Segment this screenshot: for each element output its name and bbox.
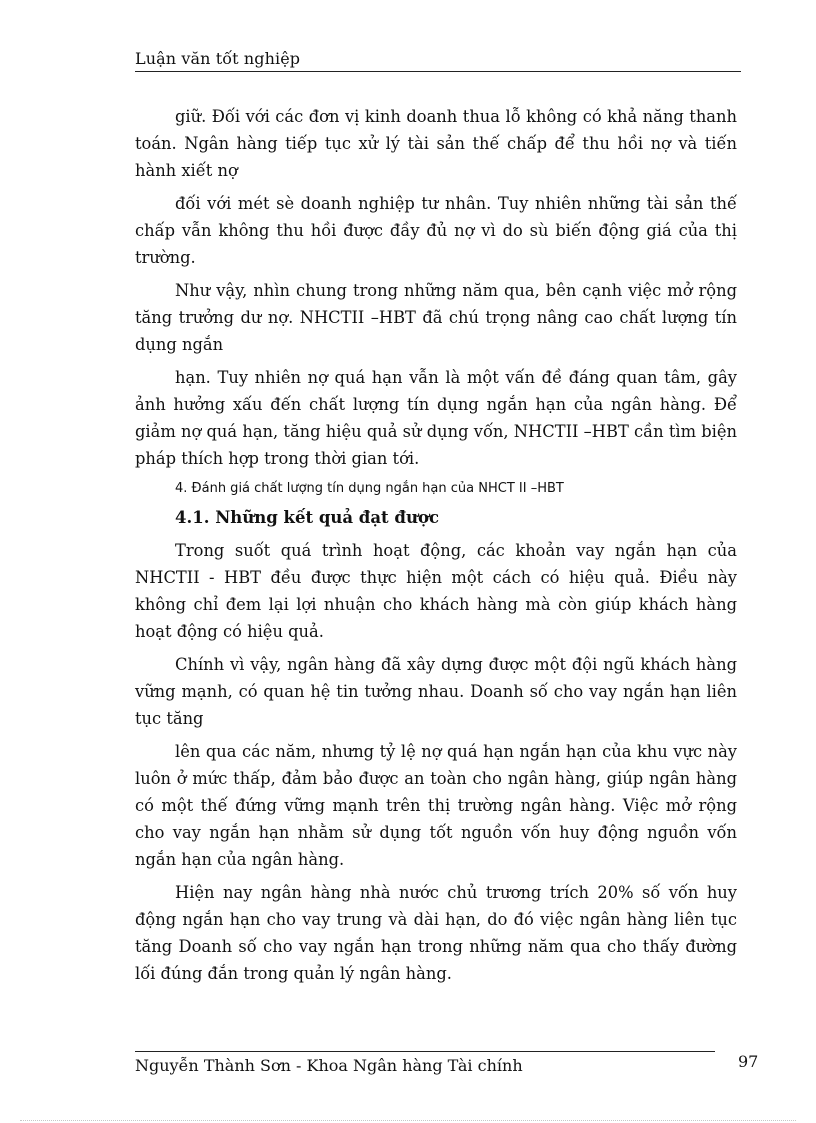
page-edge-divider <box>20 1120 796 1121</box>
paragraph-5: Trong suốt quá trình hoạt động, các khoản vay ngắn hạn của NHCTII - HBT đều được thực hiện một cách có hiệu quả. Điều này không chỉ đem lại lợi nhuận cho khách hàng mà còn giúp khách hàng hoạt động có hiệu quả. <box>135 541 737 641</box>
paragraph-7: lên qua các năm, nhưng tỷ lệ nợ quá hạn ngắn hạn của khu vực này luôn ở mức thấp, đảm bảo được an toàn cho ngân hàng, giúp ngân hàng có một thế đứng vững mạnh trên thị trường ngân hàng. Việc mở rộng cho vay ngắn hạn nhằm sử dụng tốt nguồn vốn huy động nguồn vốn ngắn hạn của ngân hàng. <box>135 742 737 869</box>
paragraph-1: giữ. Đối với các đơn vị kinh doanh thua lỗ không có khả năng thanh toán. Ngân hàng tiếp tục xử lý tài sản thế chấp để thu hồi nợ và tiến hành xiết nợ <box>135 107 737 180</box>
paragraph-4: hạn. Tuy nhiên nợ quá hạn vẫn là một vấn đề đáng quan tâm, gây ảnh hưởng xấu đến chất lượng tín dụng ngắn hạn của ngân hàng. Để giảm nợ quá hạn, tăng hiệu quả sử dụng vốn, NHCTII –HBT cần tìm biện pháp thích hợp trong thời gian tới. <box>135 368 737 468</box>
paragraph-6: Chính vì vậy, ngân hàng đã xây dựng được một đội ngũ khách hàng vững mạnh, có quan hệ tin tưởng nhau. Doanh số cho vay ngắn hạn liên tục tăng <box>135 655 737 728</box>
footer-divider <box>135 1051 715 1052</box>
paragraph-2: đối với mét sè doanh nghiệp tư nhân. Tuy nhiên những tài sản thế chấp vẫn không thu hồi được đầy đủ nợ vì do sù biến động giá của thị trường. <box>135 194 737 267</box>
section-heading-4: 4. Đánh giá chất lượng tín dụng ngắn hạn của NHCT II –HBT <box>175 481 564 496</box>
header-divider <box>135 71 741 72</box>
body-text <box>135 103 737 987</box>
paragraph-8: Hiện nay ngân hàng nhà nước chủ trương trích 20% số vốn huy động ngắn hạn cho vay trung và dài hạn, do đó việc ngân hàng liên tục tăng Doanh số cho vay ngắn hạn trong những năm qua cho thấy đường lối đúng đắn trong quản lý ngân hàng. <box>135 883 737 983</box>
paragraph-3: Như vậy, nhìn chung trong những năm qua, bên cạnh việc mở rộng tăng trưởng dư nợ. NHCTII –HBT đã chú trọng nâng cao chất lượng tín dụng ngắn <box>135 281 737 354</box>
page-number: 97 <box>738 1052 759 1071</box>
section-heading-4-1: 4.1. Những kết quả đạt được <box>175 508 439 527</box>
running-header: Luận văn tốt nghiệp <box>135 49 301 68</box>
footer-author: Nguyễn Thành Sơn - Khoa Ngân hàng Tài chính <box>135 1056 523 1075</box>
